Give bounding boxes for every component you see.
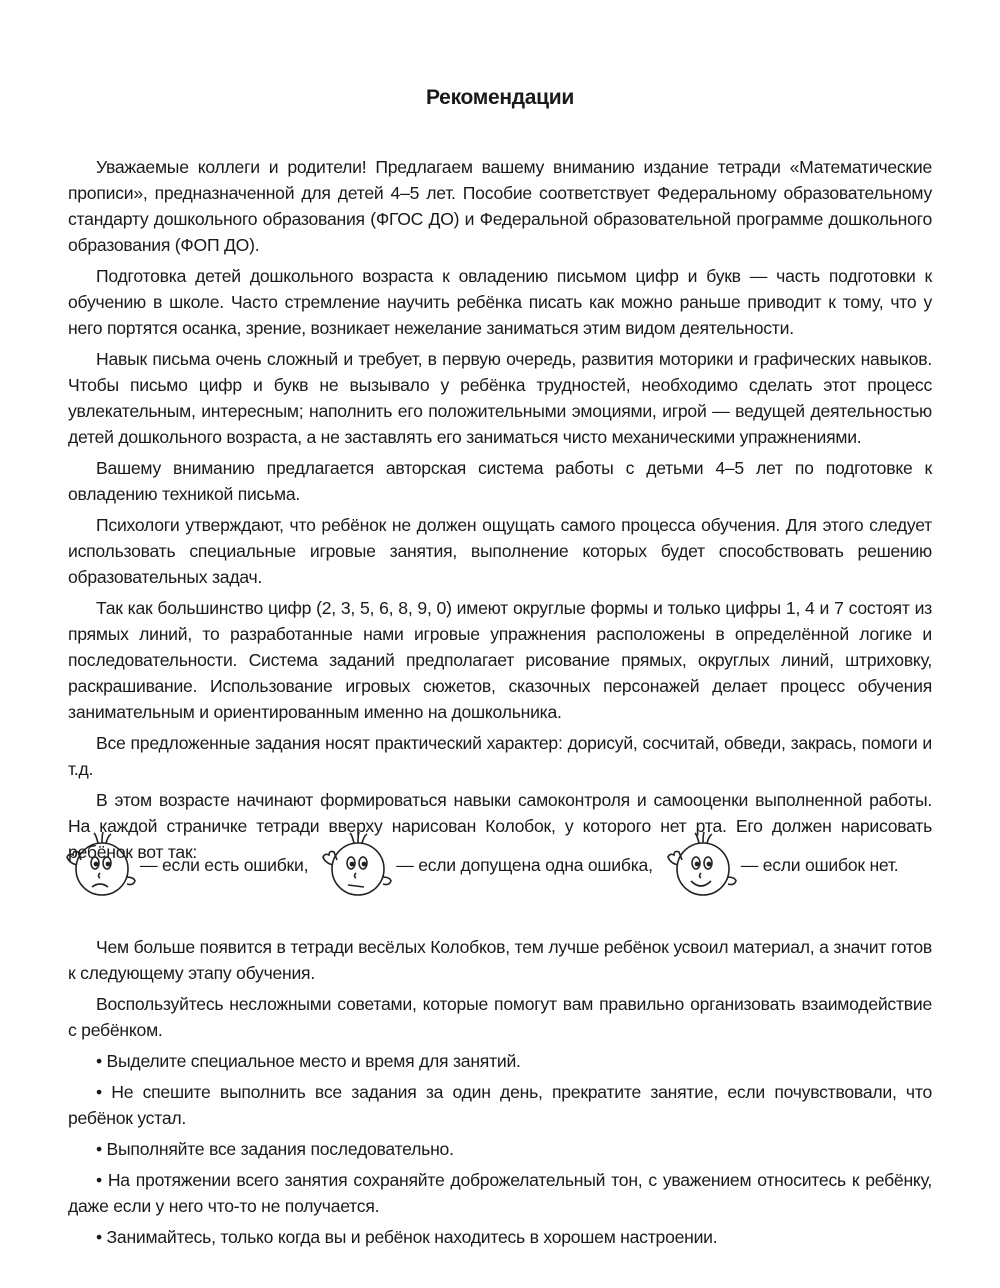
paragraph: Воспользуйтесь несложными советами, которые помогут вам правильно организовать взаимодействие с ребёнком. [68,994,932,1040]
paragraph: Навык письма очень сложный и требует, в первую очередь, развития моторики и графических навыков. Чтобы письмо цифр и букв не вызывало у ребёнка трудностей, необходимо сделать этот процесс увлекательным, интересным; наполнить его положительными эмоциями, игрой — ведущей деятельностью детей дошкольного возраста, а не заставлять его заниматься чисто механическими упражнениями. [68,349,932,447]
neutral-kolobok-icon [318,825,398,905]
list-item: • На протяжении всего занятия сохраняйте доброжелательный тон, с уважением относитесь к ребёнку, даже если у него что-то не получается. [68,1170,932,1216]
face-example-errors [62,825,308,905]
advice-list [68,1048,932,1250]
intro-text [68,154,932,870]
paragraph: Уважаемые коллеги и родители! Предлагаем вашему вниманию издание тетради «Математические прописи», предназначенной для детей 4–5 лет. Пособие соответствует Федеральному образовательному стандарту дошкольного образования (ФГОС ДО) и Федеральной образовательной программе дошкольного образования (ФОП ДО). [68,157,932,255]
paragraph: Подготовка детей дошкольного возраста к овладению письмом цифр и букв — часть подготовки к обучению в школе. Часто стремление научить ребёнка писать как можно раньше приводит к тому, что у него портятся осанка, зрение, возникает нежелание заниматься этим видом деятельности. [68,266,932,338]
list-item: • Занимайтесь, только когда вы и ребёнок находитесь в хорошем настроении. [96,1227,718,1247]
list-item: • Не спешите выполнить все задания за один день, прекратите занятие, если почувствовали, что ребёнок устал. [68,1082,932,1128]
paragraph: Психологи утверждают, что ребёнок не должен ощущать самого процесса обучения. Для этого следует использовать специальные игровые занятия, выполнение которых будет способствовать решению образовательных задач. [68,515,932,587]
face-label: — если есть ошибки, [140,854,309,875]
paragraph: В этом возрасте начинают формироваться навыки самоконтроля и самооценки выполненной работы. На каждой страничке тетради вверху нарисован Колобок, у которого нет рта. Его должен нарисовать ребёнок вот так: [68,790,932,862]
face-example-one-error [318,825,653,905]
list-item: • Выполняйте все задания последовательно. [96,1139,454,1159]
paragraph: Так как большинство цифр (2, 3, 5, 6, 8, 9, 0) имеют округлые формы и только цифры 1, 4 и 7 состоят из прямых линий, то разработанные нами игровые упражнения расположены в определённой логике и последовательности. Система заданий предполагает рисование прямых, округлых линий, штриховку, раскрашивание. Использование игровых сюжетов, сказочных персонажей делает процесс обучения занимательным и ориентированным именно на дошкольника. [68,598,932,722]
list-item: • Выделите специальное место и время для занятий. [96,1051,521,1071]
paragraph: Вашему вниманию предлагается авторская система работы с детьми 4–5 лет по подготовке к овладению техникой письма. [68,458,932,504]
advice-text [68,934,932,1255]
paragraph: Все предложенные задания носят практический характер: дорисуй, сосчитай, обведи, закрась, помоги и т.д. [68,733,932,779]
kolobok-examples [62,820,942,910]
paragraph: Чем больше появится в тетради весёлых Колобков, тем лучше ребёнок усвоил материал, а значит готов к следующему этапу обучения. [68,937,932,983]
sad-kolobok-icon [62,825,142,905]
face-label: — если ошибок нет. [740,854,899,875]
face-label: — если допущена одна ошибка, [396,854,653,875]
face-example-no-errors [663,825,899,905]
page-title: Рекомендации [426,86,574,109]
happy-kolobok-icon [663,825,743,905]
